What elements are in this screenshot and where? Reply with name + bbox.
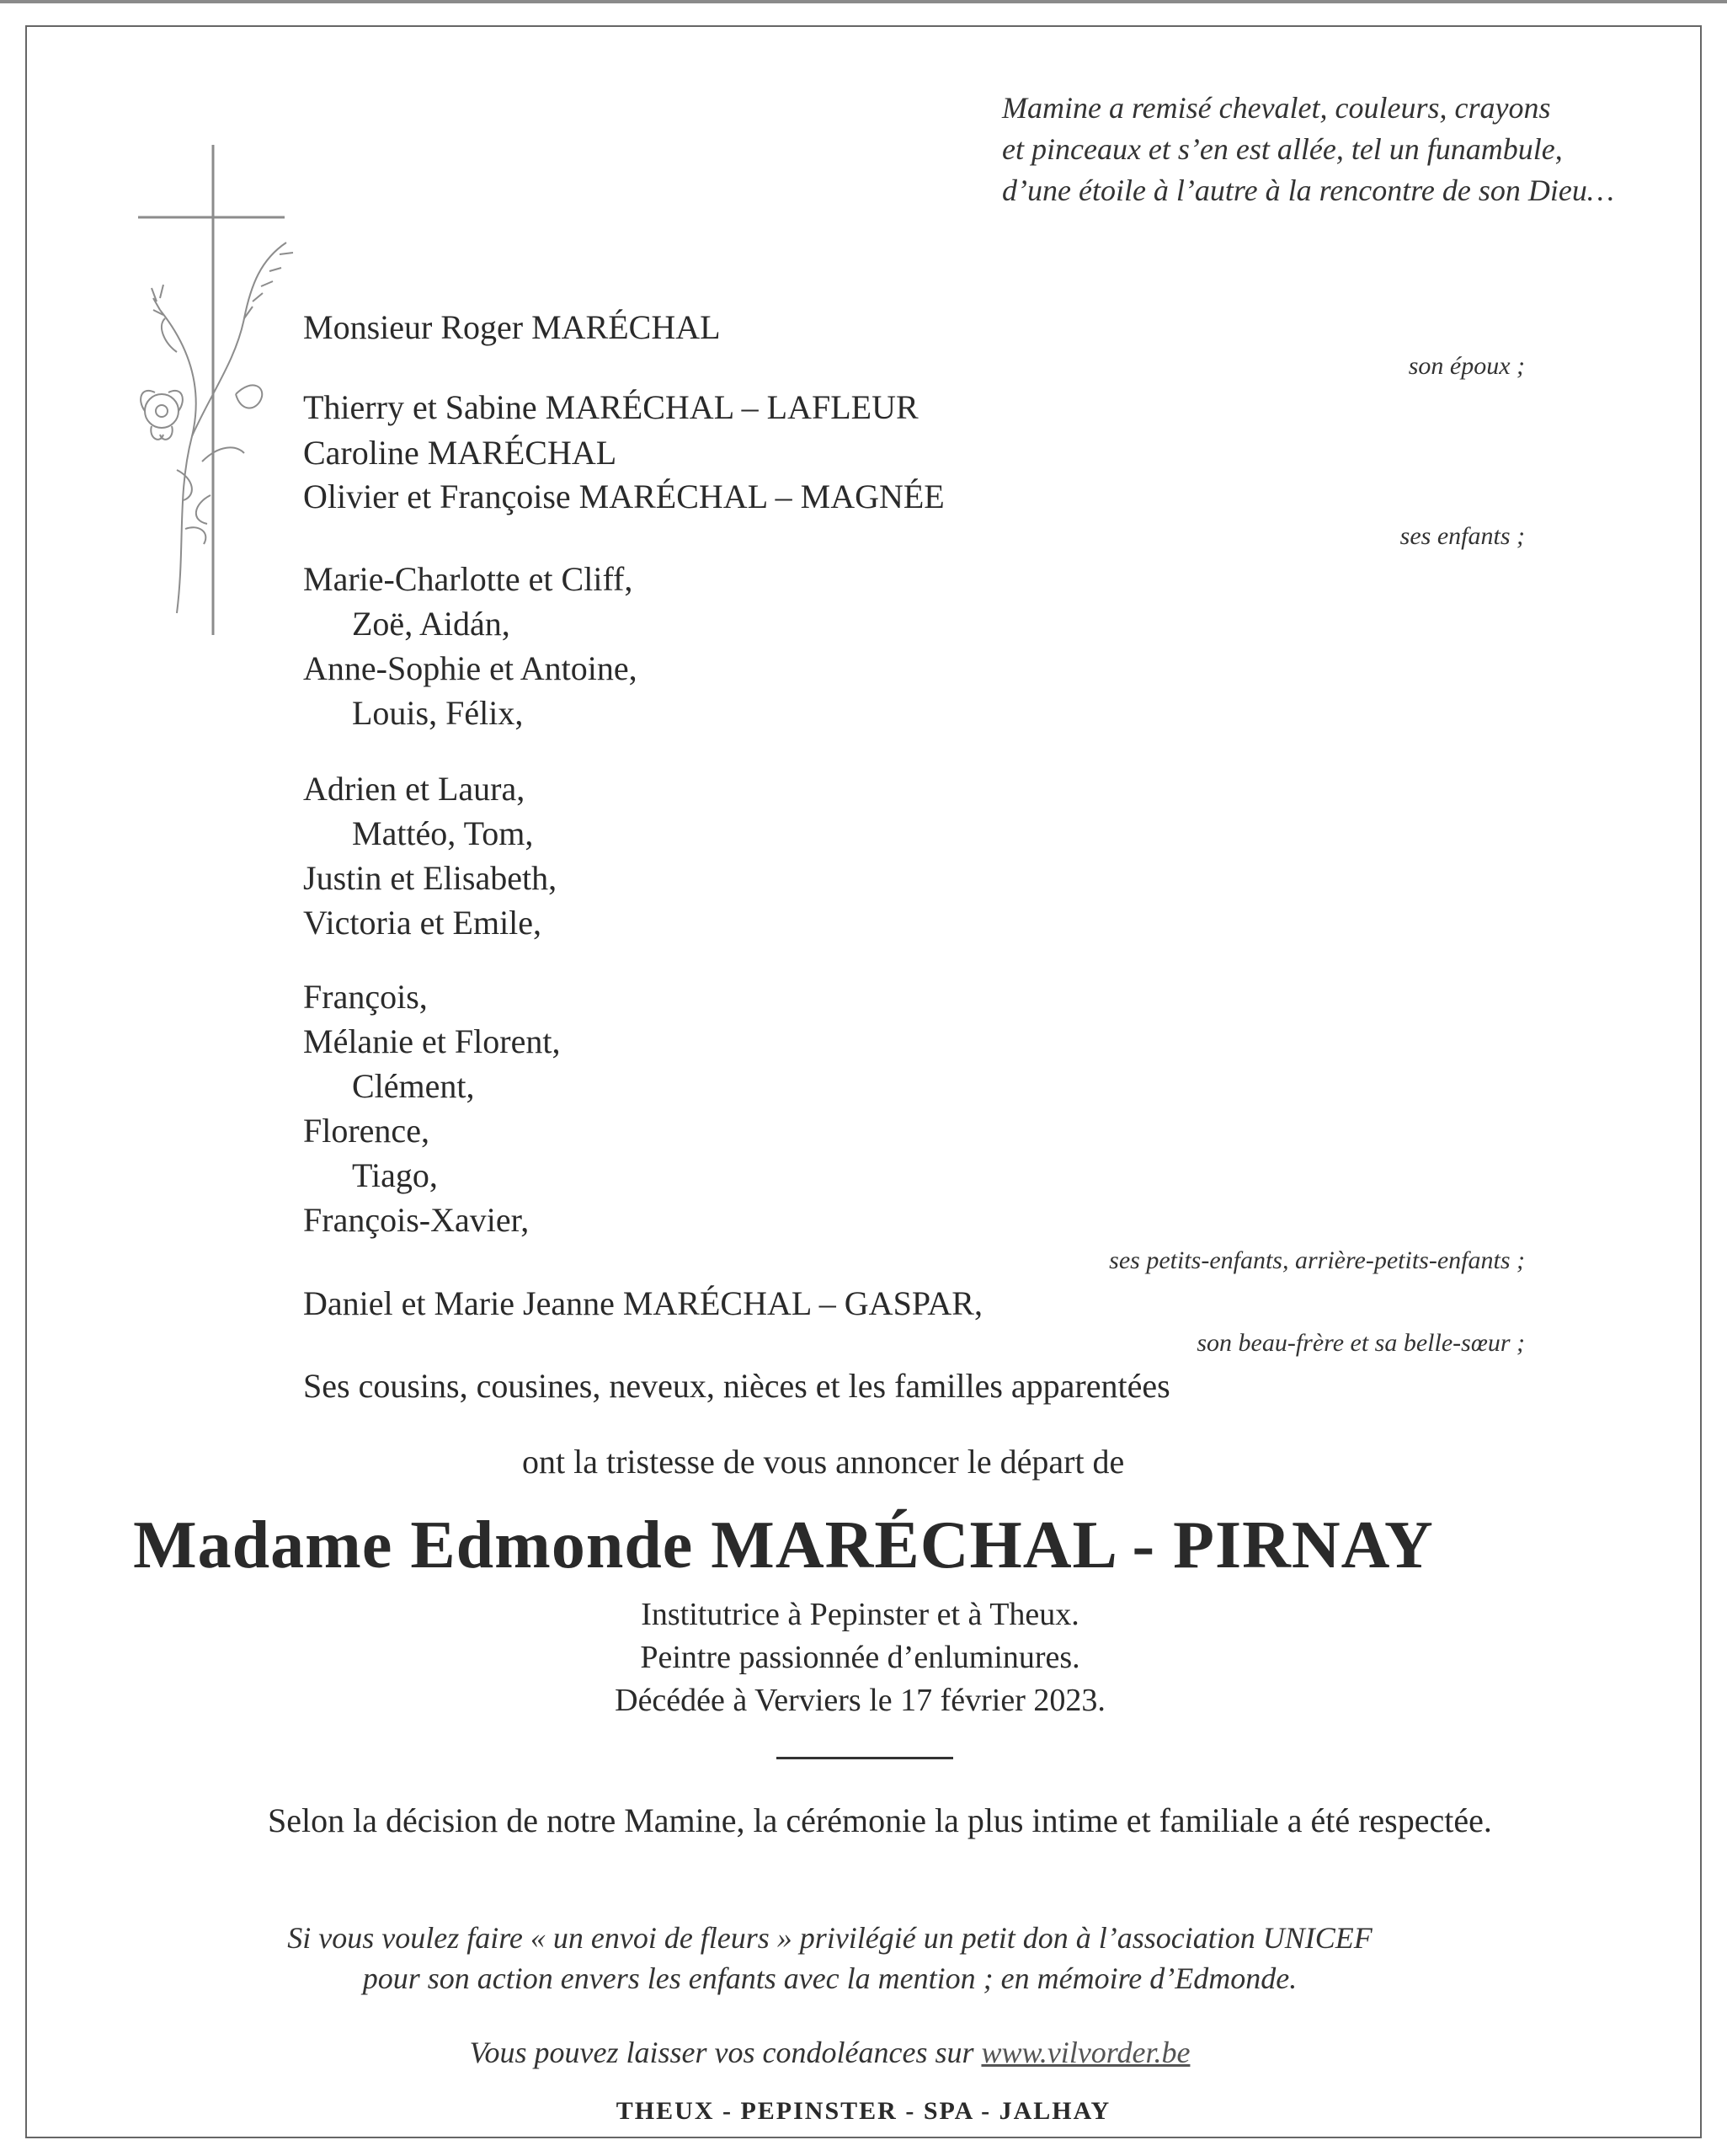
- separator-rule: [776, 1757, 953, 1759]
- top-border-line: [0, 0, 1727, 3]
- grandchild-name: Anne-Sophie et Antoine,: [303, 649, 637, 687]
- deceased-name: Madame Edmonde MARÉCHAL - PIRNAY: [133, 1508, 1434, 1582]
- grandchildren-relation-label: ses petits-enfants, arrière-petits-enfants ;: [1109, 1246, 1525, 1274]
- deceased-occupation: Institutrice à Pepinster et à Theux.: [641, 1597, 1079, 1632]
- condolences-text: Vous pouvez laisser vos condoléances sur: [469, 2036, 982, 2069]
- condolences-link[interactable]: www.vilvorder.be: [981, 2036, 1191, 2069]
- ceremony-paragraph: Selon la décision de notre Mamine, la cérémonie la plus intime et familiale a été respectée.: [268, 1801, 1492, 1839]
- great-grandchild-name: Clément,: [352, 1067, 475, 1105]
- child-name: Thierry et Sabine MARÉCHAL – LAFLEUR: [303, 388, 919, 426]
- epigraph-line: d’une étoile à l’autre à la rencontre de son Dieu…: [1002, 173, 1614, 207]
- children-relation-label: ses enfants ;: [1399, 522, 1525, 550]
- cousins-line: Ses cousins, cousines, neveux, nièces et les familles apparentées: [303, 1367, 1170, 1405]
- deceased-date-of-death: Décédée à Verviers le 17 février 2023.: [615, 1683, 1106, 1718]
- child-name: Olivier et Françoise MARÉCHAL – MAGNÉE: [303, 478, 945, 515]
- great-grandchild-name: Tiago,: [352, 1156, 438, 1194]
- donation-line: Si vous voulez faire « un envoi de fleurs » privilégié un petit don à l’association UNICEF: [287, 1921, 1373, 1955]
- great-grandchild-name: Mattéo, Tom,: [352, 814, 534, 852]
- grandchild-name: Victoria et Emile,: [303, 904, 542, 942]
- announcement-line: ont la tristesse de vous annoncer le départ de: [522, 1443, 1125, 1481]
- condolences-line: [0, 2035, 1693, 2070]
- great-grandchild-name: Zoë, Aidán,: [352, 605, 510, 643]
- grandchild-name: François,: [303, 978, 428, 1016]
- spouse-name: Monsieur Roger MARÉCHAL: [303, 308, 721, 346]
- grandchild-name: Mélanie et Florent,: [303, 1022, 561, 1060]
- child-name: Caroline MARÉCHAL: [303, 434, 617, 472]
- epigraph-line: et pinceaux et s’en est allée, tel un funambule,: [1002, 132, 1563, 166]
- cross-with-wheat-and-flowers-icon: [126, 141, 320, 647]
- epigraph: [1002, 88, 1659, 211]
- grandchild-name: Marie-Charlotte et Cliff,: [303, 560, 633, 598]
- great-grandchild-name: Louis, Félix,: [352, 694, 524, 732]
- inlaws-relation-label: son beau-frère et sa belle-sœur ;: [1197, 1329, 1525, 1357]
- grandchild-name: Justin et Elisabeth,: [303, 859, 557, 897]
- spouse-relation-label: son époux ;: [1408, 352, 1525, 380]
- footer-locations: THEUX - PEPINSTER - SPA - JALHAY: [616, 2097, 1111, 2125]
- grandchild-name: Adrien et Laura,: [303, 770, 525, 808]
- inlaws-name: Daniel et Marie Jeanne MARÉCHAL – GASPAR,: [303, 1284, 983, 1322]
- deceased-hobby: Peintre passionnée d’enluminures.: [640, 1640, 1080, 1675]
- donation-line: pour son action envers les enfants avec la mention ; en mémoire d’Edmonde.: [362, 1961, 1298, 1995]
- grandchild-name: François-Xavier,: [303, 1201, 530, 1239]
- grandchild-name: Florence,: [303, 1112, 429, 1150]
- epigraph-line: Mamine a remisé chevalet, couleurs, crayons: [1002, 91, 1551, 125]
